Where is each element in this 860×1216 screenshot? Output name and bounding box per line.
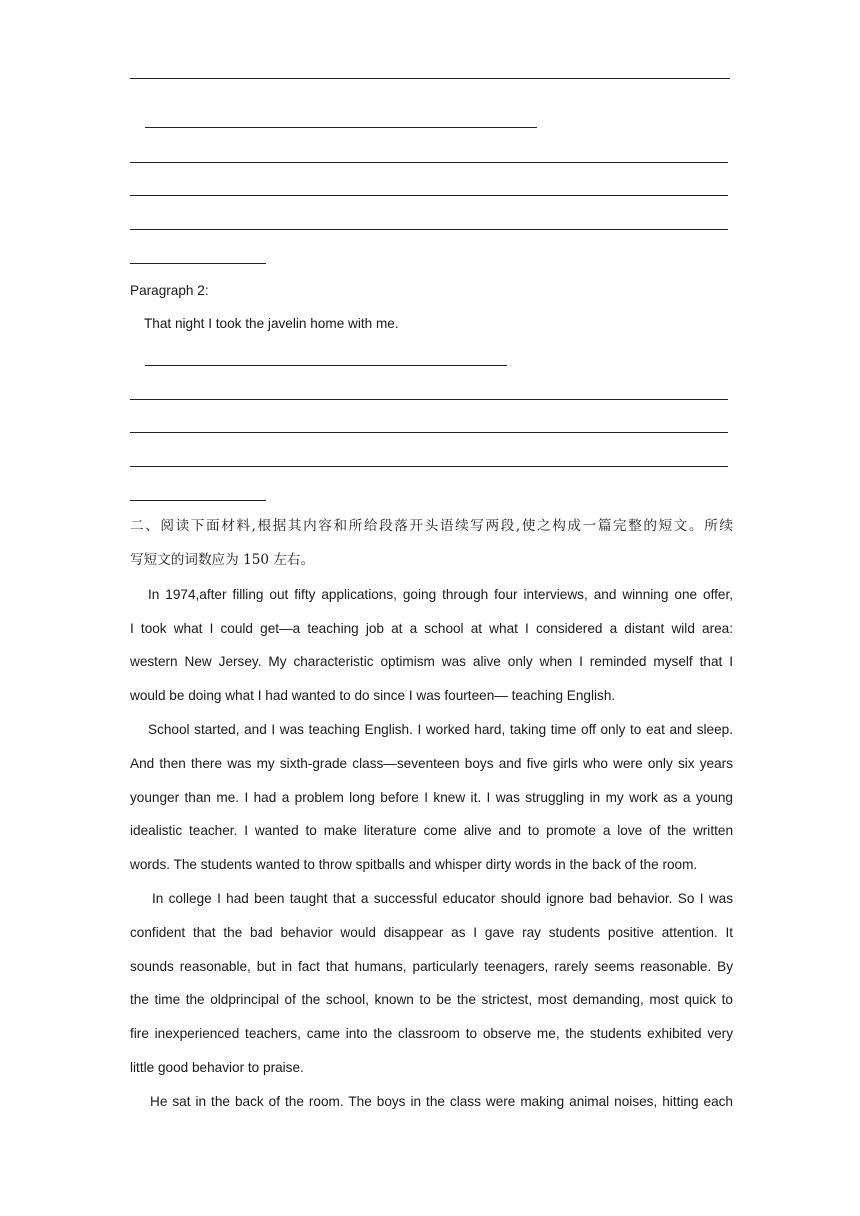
answer-line-indented	[145, 127, 537, 128]
answer-line	[130, 432, 728, 433]
task-2-instruction-line1: 二、阅读下面材料,根据其内容和所给段落开头语续写两段,使之构成一篇完整的短文。所续	[130, 518, 733, 534]
passage-line: the time the oldprincipal of the school, known to be the strictest, most demanding, most quick to	[130, 992, 733, 1007]
passage-line: I took what I could get—a teaching job at a school at what I considered a distant wild area:	[130, 621, 733, 636]
passage-line: idealistic teacher. I wanted to make literature come alive and to promote a love of the written	[130, 823, 733, 838]
task-2-instruction-line2: 写短文的词数应为 150 左右。	[130, 552, 315, 568]
answer-line	[130, 229, 728, 230]
answer-line-short	[130, 500, 266, 501]
answer-line	[130, 195, 728, 196]
answer-line	[130, 466, 728, 467]
passage-line: In college I had been taught that a successful educator should ignore bad behavior. So I was	[152, 891, 733, 906]
passage-line: fire inexperienced teachers, came into the classroom to observe me, the students exhibited very	[130, 1026, 733, 1041]
passage-line: western New Jersey. My characteristic optimism was alive only when I reminded myself that I	[130, 654, 733, 669]
passage-line: little good behavior to praise.	[130, 1060, 304, 1075]
answer-line	[130, 78, 730, 79]
passage-line: He sat in the back of the room. The boys in the class were making animal noises, hitting each	[150, 1094, 733, 1109]
answer-line	[130, 162, 728, 163]
answer-line	[130, 399, 728, 400]
passage-line: words. The students wanted to throw spitballs and whisper dirty words in the back of the room.	[130, 857, 698, 872]
passage-line: confident that the bad behavior would disappear as I gave ray students positive attention. It	[130, 925, 733, 940]
paragraph-2-label: Paragraph 2:	[130, 283, 209, 298]
passage-line: would be doing what I had wanted to do since I was fourteen— teaching English.	[130, 688, 616, 703]
passage-line: In 1974,after filling out fifty applications, going through four interviews, and winning one offer,	[148, 587, 733, 602]
passage-line: And then there was my sixth-grade class—seventeen boys and five girls who were only six years	[130, 756, 733, 771]
answer-line-short	[130, 263, 266, 264]
passage-line: School started, and I was teaching English. I worked hard, taking time off only to eat and sleep.	[148, 722, 733, 737]
passage-line: younger than me. I had a problem long before I knew it. I was struggling in my work as a young	[130, 790, 733, 805]
answer-line-indented	[145, 365, 507, 366]
passage-line: sounds reasonable, but in fact that humans, particularly teenagers, rarely seems reasonable. By	[130, 959, 733, 974]
paragraph-2-opening: That night I took the javelin home with me.	[144, 316, 399, 331]
